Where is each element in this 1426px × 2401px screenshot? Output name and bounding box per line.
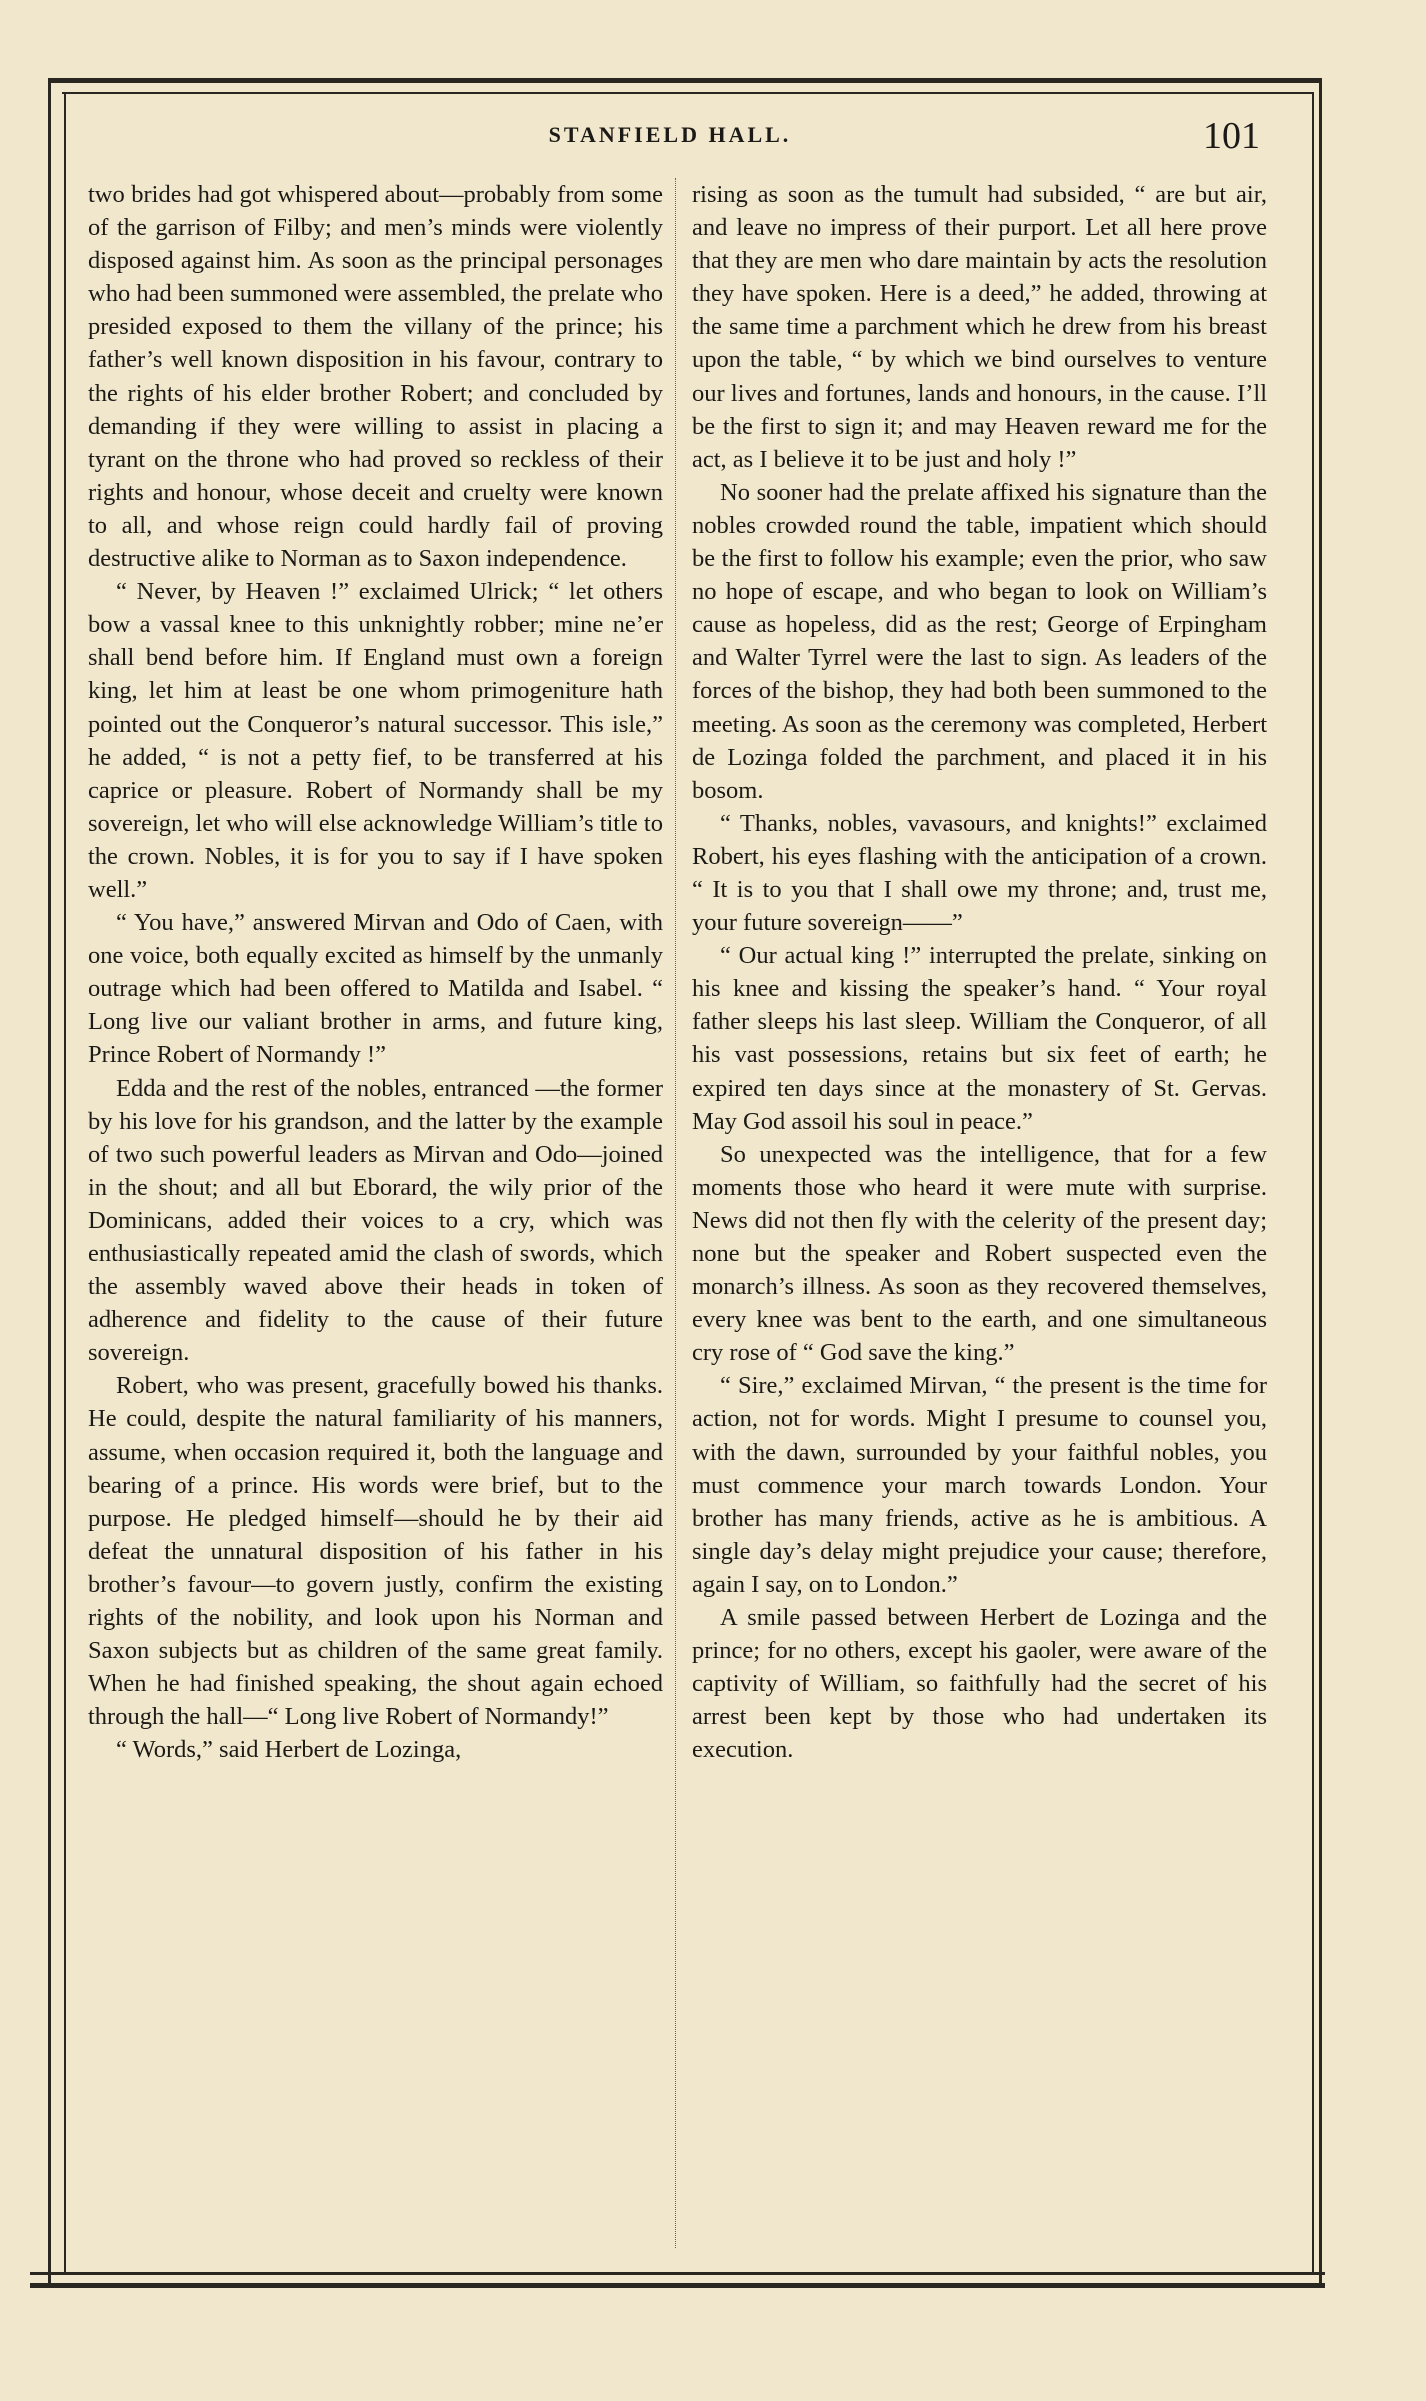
left-column [88, 178, 663, 1767]
page-header [80, 112, 1260, 162]
inner-left-rule [64, 92, 66, 2272]
paragraph: “ Sire,” exclaimed Mirvan, “ the present is the time for action, not for words. Might I presume to counsel you, with the dawn, surrounded by your faithful nobles, you must commence your march towards London. Your brother has many friends, active as he is ambitious. A single day’s delay might prejudice your cause; therefore, again I say, on to London.” [692, 1372, 1267, 1598]
inner-right-rule [1312, 92, 1314, 2272]
bottom-rule [30, 2272, 1325, 2275]
paragraph: A smile passed between Herbert de Lozinga and the prince; for no others, except his gaoler, were aware of the captivity of William, so faithfully had the secret of his arrest been kept by those who had undertaken its execution. [692, 1604, 1267, 1764]
paragraph: “ Our actual king !” interrupted the prelate, sinking on his knee and kissing the speaker’s hand. “ Your royal father sleeps his last sleep. William the Conqueror, of all his vast possessions, retains but six feet of earth; he expired ten days since at the monastery of St. Gervas. May God assoil his soul in peace.” [692, 942, 1267, 1135]
paragraph: “ You have,” answered Mirvan and Odo of Caen, with one voice, both equally excited as himself by the unmanly outrage which had been offered to Matilda and Isabel. “ Long live our valiant brother in arms, and future king, Prince Robert of Normandy !” [88, 909, 663, 1069]
paragraph: two brides had got whispered about—probably from some of the garrison of Filby; and men’s minds were violently disposed against him. As soon as the principal personages who had been summoned were assembled, the prelate who presided exposed to them the villany of the prince; his father’s well known disposition in his favour, contrary to the rights of his elder brother Robert; and concluded by demanding if they were willing to assist in placing a tyrant on the throne who had proved so reckless of their rights and honour, whose deceit and cruelty were known to all, and whose reign could hardly fail of proving destructive alike to Norman as to Saxon independence. [88, 181, 663, 573]
paragraph: rising as soon as the tumult had subsided, “ are but air, and leave no impress of their purport. Let all here prove that they are men who dare maintain by acts the resolution they have spoken. Here is a deed,” he added, throwing at the same time a parchment which he drew from his breast upon the table, “ by which we bind ourselves to venture our lives and fortunes, lands and honours, in the cause. I’ll be the first to sign it; and may Heaven reward me for the act, as I believe it to be just and holy !” [692, 181, 1267, 473]
paragraph: Robert, who was present, gracefully bowed his thanks. He could, despite the natural familiarity of his manners, assume, when occasion required it, both the language and bearing of a prince. His words were brief, but to the purpose. He pledged himself—should he by their aid defeat the unnatural disposition of his father in his brother’s favour—to govern justly, confirm the existing rights of the nobility, and look upon his Norman and Saxon subjects but as children of the same great family. When he had finished speaking, the shout again echoed through the hall—“ Long live Robert of Normandy!” [88, 1372, 663, 1731]
column-divider [675, 178, 676, 2248]
right-column [692, 178, 1267, 1767]
paragraph: Edda and the rest of the nobles, entranced —the former by his love for his grandson, and the latter by the example of two such powerful leaders as Mirvan and Odo—joined in the shout; and all but Eborard, the wily prior of the Dominicans, added their voices to a cry, which was enthusiastically repeated amid the clash of swords, which the assembly waved above their heads in token of adherence and fidelity to the cause of their future sovereign. [88, 1074, 663, 1367]
page-number: 101 [1203, 115, 1260, 157]
paragraph: So unexpected was the intelligence, that for a few moments those who heard it were mute with surprise. News did not then fly with the celerity of the present day; none but the speaker and Robert suspected even the monarch’s illness. As soon as they recovered themselves, every knee was bent to the earth, and one simultaneous cry rose of “ God save the king.” [692, 1140, 1267, 1367]
paragraph: “ Words,” said Herbert de Lozinga, [116, 1736, 462, 1764]
paragraph: “ Never, by Heaven !” exclaimed Ulrick; “ let others bow a vassal knee to this unknightly robber; mine ne’er shall bend before him. If England must own a foreign king, let him at least be one whom primogeniture hath pointed out the Conqueror’s natural successor. This isle,” he added, “ is not a petty fief, to be transferred at his caprice or pleasure. Robert of Normandy shall be my sovereign, let who will else acknowledge William’s title to the crown. Nobles, it is for you to say if I have spoken well.” [88, 578, 663, 903]
paragraph: No sooner had the prelate affixed his signature than the nobles crowded round the table, impatient which should be the first to follow his example; even the prior, who saw no hope of escape, and who began to look on William’s cause as hopeless, did as the rest; George of Erpingham and Walter Tyrrel were the last to sign. As leaders of the forces of the bishop, they had both been summoned to the meeting. As soon as the ceremony was completed, Herbert de Lozinga folded the parchment, and placed it in his bosom. [692, 478, 1267, 804]
bottom-rule-thick [30, 2283, 1325, 2288]
running-title: STANFIELD HALL. [548, 122, 792, 147]
paragraph: “ Thanks, nobles, vavasours, and knights!” exclaimed Robert, his eyes flashing with the anticipation of a crown. “ It is to you that I shall owe my throne; and, trust me, your future sovereign——” [692, 809, 1267, 937]
